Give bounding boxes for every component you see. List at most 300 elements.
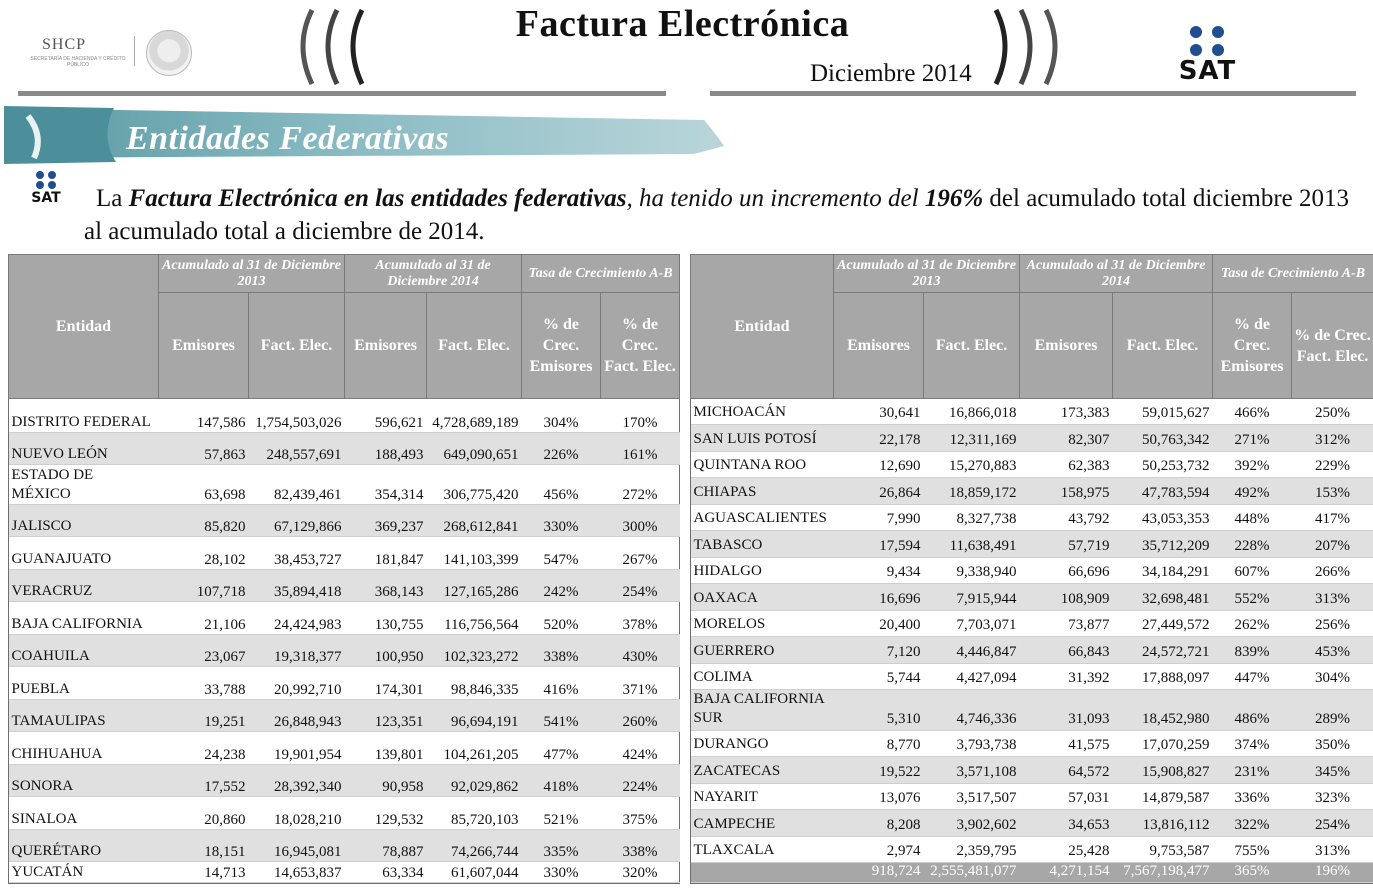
emisores-2014-cell: 123,351 bbox=[345, 700, 427, 732]
fact-2013-cell: 2,359,795 bbox=[956, 843, 1017, 859]
state-name-cell: QUINTANA ROO bbox=[693, 457, 807, 473]
fact-2013-cell: 248,557,691 bbox=[249, 433, 345, 465]
header-acumulado-2013: Acumulado al 31 de Diciembre 2013 bbox=[834, 255, 1020, 293]
header-tasa-crecimiento: Tasa de Crecimiento A-B bbox=[522, 255, 680, 293]
header-pct-fact: % de Crec. Fact. Elec. bbox=[1292, 293, 1373, 399]
total-fact-2014-cell: 7,567,198,477 bbox=[1113, 863, 1213, 883]
intro-text-5: del acumulado total diciembre 2013 al acumulado total a diciembre de 2014. bbox=[84, 185, 1350, 245]
emisores-2013-cell: 23,067 bbox=[159, 635, 249, 667]
state-name-cell: TAMAULIPAS bbox=[9, 700, 159, 732]
pct-emisores-cell: 271% bbox=[1213, 425, 1292, 452]
emisores-2014-cell: 108,909 bbox=[1020, 584, 1113, 611]
emisores-2013-cell: 9,434 bbox=[886, 564, 921, 580]
pct-emisores-cell: 242% bbox=[522, 570, 601, 602]
pct-emisores-cell: 336% bbox=[1234, 790, 1270, 806]
fact-2013-cell: 24,424,983 bbox=[274, 617, 342, 633]
pct-fact-cell: 378% bbox=[622, 617, 658, 633]
table-row bbox=[691, 611, 1373, 637]
fact-2014-cell: 50,253,732 bbox=[1142, 458, 1210, 474]
pct-emisores-cell: 447% bbox=[1234, 670, 1270, 686]
emisores-2014-cell: 41,575 bbox=[1068, 737, 1110, 753]
emisores-2013-cell: 19,522 bbox=[834, 757, 924, 784]
emisores-2013-cell: 20,400 bbox=[879, 617, 921, 633]
pct-fact-cell: 375% bbox=[622, 812, 658, 828]
header-fact-2013: Fact. Elec. bbox=[249, 293, 345, 399]
table-row bbox=[691, 399, 1373, 425]
pct-fact-cell: 267% bbox=[622, 552, 658, 568]
state-name-cell: NUEVO LEÓN bbox=[9, 433, 159, 465]
emisores-2014-cell: 31,093 bbox=[1020, 690, 1113, 731]
table-row bbox=[9, 765, 680, 797]
state-name-cell: CHIAPAS bbox=[691, 478, 834, 505]
pct-fact-cell: 266% bbox=[1315, 564, 1351, 580]
pct-emisores-cell: 418% bbox=[522, 765, 601, 797]
state-name-cell: MICHOACÁN bbox=[693, 404, 787, 420]
fact-2013-cell: 3,517,507 bbox=[956, 790, 1017, 806]
emisores-2014-cell: 173,383 bbox=[1060, 405, 1110, 421]
pct-emisores-cell: 322% bbox=[1213, 810, 1292, 837]
emisores-2014-cell: 66,843 bbox=[1020, 637, 1113, 664]
header-acumulado-2014: Acumulado al 31 de Diciembre 2014 bbox=[1020, 255, 1213, 293]
table-row bbox=[9, 570, 680, 602]
table-row bbox=[691, 810, 1373, 837]
pct-emisores-cell: 547% bbox=[543, 552, 579, 568]
table-row bbox=[691, 837, 1373, 863]
fact-2013-cell: 7,703,071 bbox=[956, 617, 1017, 633]
pct-fact-cell: 300% bbox=[601, 505, 680, 537]
state-name-cell: BAJA CALIFORNIA bbox=[11, 616, 143, 632]
fact-2013-cell: 4,446,847 bbox=[924, 637, 1020, 664]
fact-2014-cell: 17,070,259 bbox=[1142, 737, 1210, 753]
fact-2014-cell: 50,763,342 bbox=[1113, 425, 1213, 452]
state-name-cell: GUANAJUATO bbox=[11, 551, 112, 567]
state-name-cell: SINALOA bbox=[11, 811, 78, 827]
fact-2013-cell: 7,915,944 bbox=[924, 584, 1020, 611]
fact-2013-cell: 35,894,418 bbox=[249, 570, 345, 602]
fact-2014-cell: 141,103,399 bbox=[443, 552, 519, 568]
emisores-2014-cell: 368,143 bbox=[345, 570, 427, 602]
fact-2014-cell: 17,888,097 bbox=[1142, 670, 1210, 686]
fact-2014-cell: 306,775,420 bbox=[443, 487, 519, 503]
state-name-cell: DISTRITO FEDERAL bbox=[11, 414, 151, 430]
pct-emisores-cell: 330% bbox=[522, 505, 601, 537]
emisores-2013-cell: 18,151 bbox=[159, 830, 249, 862]
emisores-2013-cell: 85,820 bbox=[159, 505, 249, 537]
emisores-2013-cell: 8,208 bbox=[834, 810, 924, 837]
emisores-2014-cell: 100,950 bbox=[345, 635, 427, 667]
pct-emisores-cell: 541% bbox=[522, 700, 601, 732]
fact-2013-cell: 14,653,837 bbox=[274, 865, 342, 881]
state-name-cell: ZACATECAS bbox=[691, 757, 834, 784]
pct-fact-cell: 254% bbox=[1292, 810, 1373, 837]
emisores-2014-cell: 25,428 bbox=[1068, 843, 1110, 859]
emisores-2014-cell: 34,653 bbox=[1020, 810, 1113, 837]
pct-emisores-cell: 416% bbox=[543, 682, 579, 698]
table-row bbox=[691, 637, 1373, 664]
table-row bbox=[9, 602, 680, 635]
state-name-cell: OAXACA bbox=[691, 584, 834, 611]
state-name-cell: JALISCO bbox=[9, 505, 159, 537]
sat-small-logo-text: SAT bbox=[31, 190, 61, 206]
state-name-cell: GUERRERO bbox=[691, 637, 834, 664]
pct-fact-cell: 320% bbox=[622, 865, 658, 881]
fact-2013-cell: 18,028,210 bbox=[274, 812, 342, 828]
fact-2013-cell: 3,793,738 bbox=[956, 737, 1017, 753]
emisores-2014-cell: 158,975 bbox=[1020, 478, 1113, 505]
fact-2013-cell: 9,338,940 bbox=[956, 564, 1017, 580]
fact-2014-cell: 104,261,205 bbox=[443, 747, 519, 763]
table-row bbox=[691, 478, 1373, 505]
emisores-2013-cell: 57,863 bbox=[159, 433, 249, 465]
table-row bbox=[9, 732, 680, 765]
pct-fact-cell: 323% bbox=[1315, 790, 1351, 806]
emisores-2014-cell: 596,621 bbox=[374, 415, 424, 431]
fact-2013-cell: 4,427,094 bbox=[956, 670, 1017, 686]
section-title: Entidades Federativas bbox=[126, 120, 450, 157]
table-row bbox=[691, 664, 1373, 690]
pct-emisores-cell: 520% bbox=[543, 617, 579, 633]
fact-2014-cell: 102,323,272 bbox=[427, 635, 522, 667]
table-row bbox=[691, 584, 1373, 611]
fact-2014-cell: 268,612,841 bbox=[427, 505, 522, 537]
state-name-cell: ESTADO DE MÉXICO bbox=[11, 467, 94, 502]
header-fact-2014: Fact. Elec. bbox=[1113, 293, 1213, 399]
emisores-2014-cell: 66,696 bbox=[1068, 564, 1110, 580]
fact-2014-cell: 27,449,572 bbox=[1142, 617, 1210, 633]
pct-emisores-cell: 262% bbox=[1234, 617, 1270, 633]
fact-2013-cell: 19,901,954 bbox=[274, 747, 342, 763]
pct-emisores-cell: 228% bbox=[1213, 531, 1292, 558]
emisores-2014-cell: 64,572 bbox=[1020, 757, 1113, 784]
totals-row bbox=[691, 863, 1373, 883]
emisores-2013-cell: 107,718 bbox=[159, 570, 249, 602]
header-entidad: Entidad bbox=[9, 255, 159, 399]
state-name-cell: CHIHUAHUA bbox=[11, 746, 103, 762]
emisores-2014-cell: 181,847 bbox=[374, 552, 424, 568]
pct-emisores-cell: 231% bbox=[1213, 757, 1292, 784]
pct-emisores-cell: 226% bbox=[522, 433, 601, 465]
state-name-cell: SONORA bbox=[9, 765, 159, 797]
table-row bbox=[9, 700, 680, 732]
fact-2014-cell: 85,720,103 bbox=[451, 812, 519, 828]
fact-2014-cell: 4,728,689,189 bbox=[432, 415, 519, 431]
pct-emisores-cell: 448% bbox=[1234, 511, 1270, 527]
total-pct-fact-cell: 196% bbox=[1292, 863, 1373, 883]
fact-2013-cell: 19,318,377 bbox=[249, 635, 345, 667]
fact-2013-cell: 18,859,172 bbox=[924, 478, 1020, 505]
emisores-2014-cell: 63,334 bbox=[382, 865, 424, 881]
fact-2014-cell: 98,846,335 bbox=[451, 682, 519, 698]
fact-2014-cell: 92,029,862 bbox=[427, 765, 522, 797]
table-row bbox=[691, 731, 1373, 757]
pct-emisores-cell: 335% bbox=[522, 830, 601, 862]
state-name-cell: MORELOS bbox=[693, 616, 766, 632]
state-name-cell: TABASCO bbox=[691, 531, 834, 558]
header-fact-2014: Fact. Elec. bbox=[427, 293, 522, 399]
pct-emisores-cell: 338% bbox=[522, 635, 601, 667]
table-row bbox=[691, 505, 1373, 531]
header-emisores-2013: Emisores bbox=[834, 293, 924, 399]
fact-2014-cell: 14,879,587 bbox=[1142, 790, 1210, 806]
fact-2014-cell: 15,908,827 bbox=[1113, 757, 1213, 784]
emisores-2013-cell: 17,552 bbox=[159, 765, 249, 797]
header-entidad: Entidad bbox=[691, 255, 834, 399]
emisores-2013-cell: 12,690 bbox=[879, 458, 921, 474]
pct-fact-cell: 371% bbox=[622, 682, 658, 698]
emisores-2013-cell: 2,974 bbox=[886, 843, 921, 859]
pct-emisores-cell: 304% bbox=[543, 415, 579, 431]
pct-fact-cell: 289% bbox=[1292, 690, 1373, 731]
fact-2014-cell: 649,090,651 bbox=[427, 433, 522, 465]
header-rule-left bbox=[18, 91, 666, 96]
pct-fact-cell: 338% bbox=[601, 830, 680, 862]
total-pct-emisores-cell: 365% bbox=[1213, 863, 1292, 883]
sat-logo-text: SAT bbox=[1178, 56, 1237, 86]
state-name-cell: VERACRUZ bbox=[9, 570, 159, 602]
pct-emisores-cell: 456% bbox=[543, 487, 579, 503]
table-row bbox=[9, 465, 680, 505]
table-row bbox=[691, 531, 1373, 558]
pct-fact-cell: 254% bbox=[601, 570, 680, 602]
fact-2014-cell: 35,712,209 bbox=[1113, 531, 1213, 558]
emisores-2013-cell: 5,744 bbox=[886, 670, 921, 686]
fact-2014-cell: 96,694,191 bbox=[427, 700, 522, 732]
pct-fact-cell: 229% bbox=[1315, 458, 1351, 474]
document-date: Diciembre 2014 bbox=[810, 60, 972, 87]
fact-2013-cell: 8,327,738 bbox=[956, 511, 1017, 527]
emisores-2014-cell: 73,877 bbox=[1068, 617, 1110, 633]
fact-2013-cell: 26,848,943 bbox=[249, 700, 345, 732]
sat-logo bbox=[1160, 24, 1255, 86]
fact-2014-cell: 59,015,627 bbox=[1142, 405, 1210, 421]
table-row bbox=[9, 797, 680, 830]
pct-fact-cell: 272% bbox=[622, 487, 658, 503]
pct-emisores-cell: 466% bbox=[1234, 405, 1270, 421]
fact-2013-cell: 16,945,081 bbox=[249, 830, 345, 862]
table-row bbox=[9, 830, 680, 862]
emisores-2013-cell: 7,990 bbox=[886, 511, 921, 527]
state-name-cell: AGUASCALIENTES bbox=[693, 510, 827, 526]
emisores-2013-cell: 28,102 bbox=[204, 552, 246, 568]
shcp-logo-name: SHCP bbox=[42, 36, 87, 53]
total-emisores-2014-cell: 4,271,154 bbox=[1020, 863, 1113, 883]
emisores-2013-cell: 16,696 bbox=[834, 584, 924, 611]
emisores-2014-cell: 174,301 bbox=[374, 682, 424, 698]
table-row bbox=[9, 635, 680, 667]
state-name-cell: HIDALGO bbox=[693, 563, 762, 579]
document-title: Factura Electrónica bbox=[515, 3, 850, 45]
pct-fact-cell: 312% bbox=[1292, 425, 1373, 452]
table-row bbox=[691, 452, 1373, 478]
emisores-2013-cell: 7,120 bbox=[834, 637, 924, 664]
fact-2014-cell: 34,184,291 bbox=[1142, 564, 1210, 580]
table-row bbox=[691, 558, 1373, 584]
pct-fact-cell: 453% bbox=[1292, 637, 1373, 664]
fact-2014-cell: 127,165,286 bbox=[427, 570, 522, 602]
pct-emisores-cell: 552% bbox=[1213, 584, 1292, 611]
intro-text-4: 196% bbox=[924, 185, 984, 212]
emisores-2014-cell: 129,532 bbox=[374, 812, 424, 828]
emisores-2014-cell: 31,392 bbox=[1068, 670, 1110, 686]
state-name-cell: BAJA CALIFORNIA SUR bbox=[691, 690, 834, 731]
right-table-body bbox=[691, 399, 1373, 883]
emisores-2013-cell: 13,076 bbox=[879, 790, 921, 806]
fact-2013-cell: 20,992,710 bbox=[274, 682, 342, 698]
header-pct-emisores: % de Crec. Emisores bbox=[522, 293, 601, 399]
state-name-cell: PUEBLA bbox=[11, 681, 70, 697]
sat-small-logo bbox=[24, 170, 68, 206]
left-table-body bbox=[9, 399, 680, 883]
fact-2013-cell: 12,311,169 bbox=[924, 425, 1020, 452]
pct-emisores-cell: 374% bbox=[1234, 737, 1270, 753]
intro-text-2: Factura Electrónica en las entidades federativas bbox=[128, 185, 627, 212]
emisores-2014-cell: 130,755 bbox=[374, 617, 424, 633]
table-row bbox=[9, 399, 680, 433]
state-name-cell: COLIMA bbox=[693, 669, 753, 685]
pct-fact-cell: 424% bbox=[622, 747, 658, 763]
left-states-table bbox=[8, 254, 680, 883]
state-name-cell: CAMPECHE bbox=[691, 810, 834, 837]
fact-2014-cell: 74,266,744 bbox=[427, 830, 522, 862]
header-rule-right bbox=[710, 91, 1356, 96]
state-name-cell: COAHUILA bbox=[9, 635, 159, 667]
emisores-2013-cell: 63,698 bbox=[204, 487, 246, 503]
intro-text-1: La bbox=[96, 185, 129, 212]
state-name-cell: YUCATÁN bbox=[11, 864, 84, 880]
header-emisores-2014: Emisores bbox=[345, 293, 427, 399]
emisores-2014-cell: 82,307 bbox=[1020, 425, 1113, 452]
fact-2013-cell: 28,392,340 bbox=[249, 765, 345, 797]
emisores-2013-cell: 14,713 bbox=[204, 865, 246, 881]
emisores-2013-cell: 24,238 bbox=[204, 747, 246, 763]
pct-fact-cell: 313% bbox=[1315, 843, 1351, 859]
emisores-2014-cell: 62,383 bbox=[1068, 458, 1110, 474]
emisores-2013-cell: 20,860 bbox=[204, 812, 246, 828]
intro-paragraph bbox=[84, 182, 1369, 248]
emisores-2014-cell: 43,792 bbox=[1068, 511, 1110, 527]
pct-fact-cell: 161% bbox=[601, 433, 680, 465]
emisores-2014-cell: 90,958 bbox=[345, 765, 427, 797]
fact-2014-cell: 13,816,112 bbox=[1113, 810, 1213, 837]
pct-emisores-cell: 839% bbox=[1213, 637, 1292, 664]
table-row bbox=[691, 784, 1373, 810]
fact-2013-cell: 38,453,727 bbox=[274, 552, 342, 568]
fact-2013-cell: 4,746,336 bbox=[924, 690, 1020, 731]
pct-emisores-cell: 330% bbox=[543, 865, 579, 881]
state-name-cell: TLAXCALA bbox=[693, 842, 775, 858]
pct-emisores-cell: 755% bbox=[1234, 843, 1270, 859]
state-name-cell: NAYARIT bbox=[693, 789, 758, 805]
emisores-2014-cell: 354,314 bbox=[374, 487, 424, 503]
fact-2014-cell: 18,452,980 bbox=[1113, 690, 1213, 731]
pct-fact-cell: 170% bbox=[622, 415, 658, 431]
emisores-2014-cell: 139,801 bbox=[374, 747, 424, 763]
pct-fact-cell: 207% bbox=[1292, 531, 1373, 558]
table-row bbox=[9, 505, 680, 537]
fact-2013-cell: 11,638,491 bbox=[924, 531, 1020, 558]
pct-emisores-cell: 392% bbox=[1234, 458, 1270, 474]
emisores-2014-cell: 188,493 bbox=[345, 433, 427, 465]
fact-2013-cell: 3,902,602 bbox=[924, 810, 1020, 837]
state-name-cell: QUERÉTARO bbox=[9, 830, 159, 862]
emisores-2013-cell: 8,770 bbox=[886, 737, 921, 753]
header-emisores-2014: Emisores bbox=[1020, 293, 1113, 399]
fact-2013-cell: 3,571,108 bbox=[924, 757, 1020, 784]
fact-2014-cell: 9,753,587 bbox=[1149, 843, 1210, 859]
pct-fact-cell: 250% bbox=[1315, 405, 1351, 421]
right-states-table bbox=[690, 254, 1373, 883]
header-acumulado-2014: Acumulado al 31 de Diciembre 2014 bbox=[345, 255, 522, 293]
pct-emisores-cell: 607% bbox=[1234, 564, 1270, 580]
table-row bbox=[9, 862, 680, 883]
emisores-2013-cell: 22,178 bbox=[834, 425, 924, 452]
pct-emisores-cell: 486% bbox=[1213, 690, 1292, 731]
fact-2013-cell: 82,439,461 bbox=[274, 487, 342, 503]
emisores-2013-cell: 21,106 bbox=[204, 617, 246, 633]
state-name-cell: SAN LUIS POTOSÍ bbox=[691, 425, 834, 452]
pct-emisores-cell: 492% bbox=[1213, 478, 1292, 505]
fact-2014-cell: 24,572,721 bbox=[1113, 637, 1213, 664]
header-emisores-2013: Emisores bbox=[159, 293, 249, 399]
pct-fact-cell: 256% bbox=[1315, 617, 1351, 633]
state-name-cell: DURANGO bbox=[693, 736, 769, 752]
pct-fact-cell: 417% bbox=[1315, 511, 1351, 527]
pct-fact-cell: 430% bbox=[601, 635, 680, 667]
emisores-2014-cell: 78,887 bbox=[345, 830, 427, 862]
emisores-2013-cell: 147,586 bbox=[196, 415, 246, 431]
emisores-2013-cell: 5,310 bbox=[834, 690, 924, 731]
pct-fact-cell: 345% bbox=[1292, 757, 1373, 784]
intro-text-3: , ha tenido un incremento del bbox=[626, 185, 925, 212]
emisores-2014-cell: 57,031 bbox=[1068, 790, 1110, 806]
fact-2014-cell: 61,607,044 bbox=[451, 865, 519, 881]
total-emisores-2013-cell: 918,724 bbox=[834, 863, 924, 883]
table-row bbox=[9, 537, 680, 570]
total-label-cell bbox=[691, 863, 834, 883]
pct-fact-cell: 313% bbox=[1292, 584, 1373, 611]
table-row bbox=[691, 690, 1373, 731]
fact-2013-cell: 16,866,018 bbox=[949, 405, 1017, 421]
pct-fact-cell: 350% bbox=[1315, 737, 1351, 753]
emisores-2013-cell: 17,594 bbox=[834, 531, 924, 558]
header-pct-emisores: % de Crec. Emisores bbox=[1213, 293, 1292, 399]
table-row bbox=[9, 667, 680, 700]
pct-fact-cell: 304% bbox=[1315, 670, 1351, 686]
total-fact-2013-cell: 2,555,481,077 bbox=[924, 863, 1020, 883]
emisores-2014-cell: 369,237 bbox=[345, 505, 427, 537]
fact-2013-cell: 1,754,503,026 bbox=[255, 415, 342, 431]
pct-fact-cell: 260% bbox=[601, 700, 680, 732]
pct-fact-cell: 153% bbox=[1292, 478, 1373, 505]
table-row bbox=[9, 433, 680, 465]
emisores-2013-cell: 19,251 bbox=[159, 700, 249, 732]
pct-emisores-cell: 477% bbox=[543, 747, 579, 763]
emisores-2013-cell: 30,641 bbox=[879, 405, 921, 421]
pct-emisores-cell: 521% bbox=[543, 812, 579, 828]
shcp-logo-subtitle: SECRETARÍA DE HACIENDA Y CRÉDITO PÚBLICO bbox=[30, 56, 126, 68]
fact-2014-cell: 47,783,594 bbox=[1113, 478, 1213, 505]
header-pct-fact: % de Crec. Fact. Elec. bbox=[601, 293, 680, 399]
fact-2014-cell: 116,756,564 bbox=[444, 617, 519, 633]
fact-2014-cell: 43,053,353 bbox=[1142, 511, 1210, 527]
table-row bbox=[691, 757, 1373, 784]
header-fact-2013: Fact. Elec. bbox=[924, 293, 1020, 399]
fact-2014-cell: 32,698,481 bbox=[1113, 584, 1213, 611]
fact-2013-cell: 67,129,866 bbox=[249, 505, 345, 537]
emisores-2013-cell: 33,788 bbox=[204, 682, 246, 698]
fact-2013-cell: 15,270,883 bbox=[949, 458, 1017, 474]
header-acumulado-2013: Acumulado al 31 de Diciembre 2013 bbox=[159, 255, 345, 293]
